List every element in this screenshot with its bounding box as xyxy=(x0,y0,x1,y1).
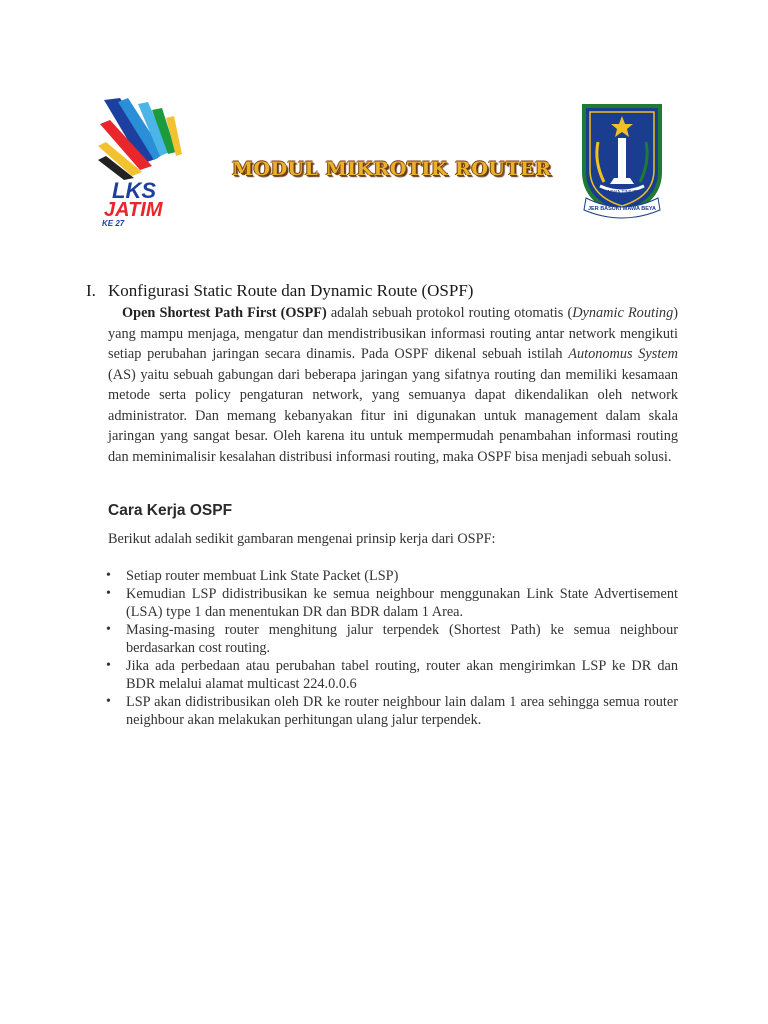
ospf-intro-paragraph xyxy=(108,303,678,467)
section-title: Konfigurasi Static Route dan Dynamic Route (OSPF) xyxy=(108,281,474,300)
ospf-bold-lead: Open Shortest Path First (OSPF) xyxy=(122,305,327,321)
module-title: MODUL MIKROTIK ROUTER xyxy=(232,158,552,180)
east-java-coat-of-arms-icon xyxy=(578,102,666,226)
list-item: • Kemudian LSP didistribusikan ke semua neighbour menggunakan Link State Advertisement (LSA) type 1 dan menentukan DR dan BDR dalam 1 Area. xyxy=(104,585,678,621)
list-item: • LSP akan didistribusikan oleh DR ke router neighbour lain dalam 1 area sehingga semua router neighbour akan melakukan perhitungan ulang jalur terpendek. xyxy=(104,693,678,729)
list-item: • Jika ada perbedaan atau perubahan tabel routing, router akan mengirimkan LSP ke DR dan BDR melalui alamat multicast 224.0.0.6 xyxy=(104,657,678,693)
logo-text-lks: LKS xyxy=(112,178,156,203)
logo-text-edition: KE 27 xyxy=(102,219,125,228)
subsection-intro: Berikut adalah sedikit gambaran mengenai prinsip kerja dari OSPF: xyxy=(108,531,496,547)
section-number: I. xyxy=(86,281,96,300)
paragraph-italic-autonomus-system: Autonomus System xyxy=(568,346,678,362)
document-header xyxy=(0,0,768,240)
subsection-heading: Cara Kerja OSPF xyxy=(108,502,233,519)
paragraph-part-3: (AS) yaitu sebuah gabungan dari beberapa jaringan yang sifatnya routing dan memiliki kesamaan metode serta policy pengaturan network, yang semuanya dapat dikendalikan oleh network administrator. Dan memang kebanyakan fitur ini digunakan untuk management dalam skala jaringan yang sangat besar. Oleh karena itu untuk mempermudah penambahan informasi routing dan meminimalisir kesalahan distribusi informasi routing, maka OSPF bisa menjadi sebuah solusi. xyxy=(108,366,678,465)
paragraph-part-1: adalah sebuah protokol routing otomatis ( xyxy=(326,305,573,321)
lks-jatim-logo xyxy=(98,98,194,230)
list-item: • Setiap router membuat Link State Packet (LSP) xyxy=(104,567,678,585)
crest-ribbon-bottom: JER BASUKI MAWA BEYA xyxy=(587,206,657,212)
ospf-steps-list xyxy=(104,567,678,729)
list-item: • Masing-masing router menghitung jalur terpendek (Shortest Path) ke semua neighbour berdasarkan cost routing. xyxy=(104,621,678,657)
crest-ribbon-top: JAWA TIMUR xyxy=(606,190,638,196)
paragraph-italic-dynamic-routing: Dynamic Routing xyxy=(572,305,674,321)
section-heading xyxy=(86,281,706,301)
logo-text-jatim: JATIM xyxy=(104,199,163,221)
paragraph-part-2: ) yang mampu menjaga, mengatur dan mendistribusikan informasi routing antar network mengikuti setiap perubahan jaringan secara dinamis. Pada OSPF dikenal sebuah istilah xyxy=(108,305,678,362)
